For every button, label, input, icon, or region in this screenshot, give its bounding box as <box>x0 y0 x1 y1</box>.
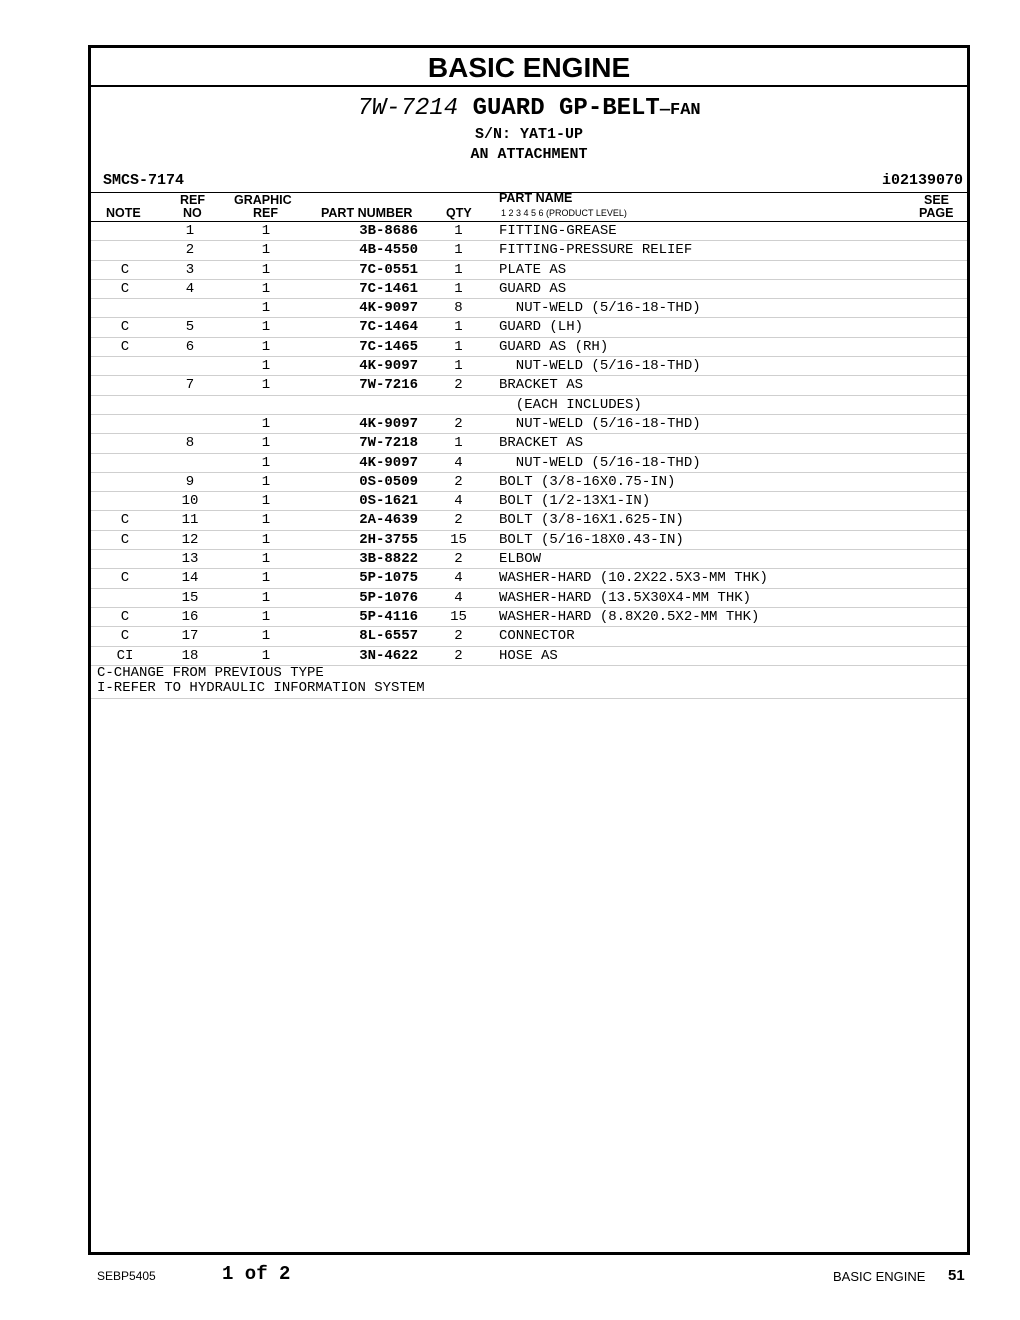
row-part-name: HOSE AS <box>499 647 558 664</box>
row-qty: 2 <box>454 647 463 664</box>
smcs-row <box>91 170 967 192</box>
table-row <box>91 280 967 299</box>
row-part-name: WASHER-HARD (8.8X20.5X2-MM THK) <box>499 608 760 625</box>
row-ref-no: 1 <box>185 223 195 239</box>
row-graphic-ref: 1 <box>261 608 271 625</box>
row-ref-no: 13 <box>181 551 199 568</box>
row-part-number: 7C-1464 <box>359 319 418 336</box>
parts-sheet <box>88 45 970 1255</box>
table-row <box>91 318 967 337</box>
row-ref-no: 15 <box>181 589 199 606</box>
column-header <box>91 192 967 222</box>
table-row <box>91 415 967 434</box>
table-row <box>91 396 967 415</box>
row-part-name: NUT-WELD (5/16-18-THD) <box>499 358 701 375</box>
row-part-number: 5P-1075 <box>359 570 418 587</box>
row-qty: 1 <box>454 280 463 297</box>
row-part-number: 0S-0509 <box>359 473 418 490</box>
note-line: I-REFER TO HYDRAULIC INFORMATION SYSTEM <box>97 679 425 696</box>
smcs-code: SMCS-7174 <box>103 172 185 189</box>
row-part-number: 4K-9097 <box>359 300 418 317</box>
row-part-name: NUT-WELD (5/16-18-THD) <box>499 415 701 432</box>
row-qty: 4 <box>454 454 463 471</box>
group-name-suffix: —FAN <box>659 101 701 120</box>
row-part-name: BOLT (3/8-16X1.625-IN) <box>499 512 684 529</box>
row-part-number: 4K-9097 <box>359 358 418 375</box>
row-part-number: 4K-9097 <box>359 415 418 432</box>
row-ref-no: 9 <box>185 473 195 490</box>
row-ref-no: 18 <box>181 647 199 664</box>
row-graphic-ref: 1 <box>261 415 271 432</box>
row-ref-no: 3 <box>185 261 195 278</box>
col-part-number: PART NUMBER <box>321 206 413 220</box>
row-qty: 4 <box>454 493 463 510</box>
table-row <box>91 222 967 241</box>
table-row <box>91 241 967 260</box>
row-ref-no: 14 <box>181 570 199 587</box>
row-part-number: 7C-1461 <box>359 280 418 297</box>
col-note: NOTE <box>106 206 141 220</box>
row-graphic-ref: 1 <box>261 589 271 606</box>
table-row <box>91 608 967 627</box>
row-note: C <box>120 531 130 548</box>
row-ref-no: 5 <box>185 319 195 336</box>
row-graphic-ref: 1 <box>261 647 271 664</box>
row-part-number: 5P-4116 <box>359 608 418 625</box>
row-graphic-ref: 1 <box>261 280 271 297</box>
row-part-name: BRACKET AS <box>499 377 584 394</box>
table-row <box>91 531 967 550</box>
row-ref-no: 11 <box>181 512 199 529</box>
row-ref-no: 8 <box>185 435 195 452</box>
row-graphic-ref: 1 <box>261 551 271 568</box>
col-see-top: SEE <box>924 193 950 207</box>
table-row <box>91 338 967 357</box>
row-qty: 1 <box>454 242 463 259</box>
table-row <box>91 589 967 608</box>
row-graphic-ref: 1 <box>261 223 271 239</box>
col-graphic-bottom: REF <box>253 206 278 220</box>
row-ref-no: 17 <box>181 628 199 645</box>
row-ref-no: 4 <box>185 280 195 297</box>
table-row <box>91 492 967 511</box>
row-note: C <box>120 319 130 336</box>
footer-page-number: 51 <box>948 1267 965 1284</box>
table-row <box>91 434 967 453</box>
row-part-number: 7W-7218 <box>359 435 418 452</box>
row-part-number: 4K-9097 <box>359 454 418 471</box>
table-row <box>91 473 967 492</box>
table-row <box>91 627 967 646</box>
row-note: C <box>120 628 130 645</box>
group-type: AN ATTACHMENT <box>470 146 588 163</box>
row-ref-no: 7 <box>185 377 195 394</box>
row-note: C <box>120 570 130 587</box>
row-part-name: NUT-WELD (5/16-18-THD) <box>499 454 701 471</box>
row-graphic-ref: 1 <box>261 628 271 645</box>
col-qty: QTY <box>446 206 472 220</box>
row-part-number: 5P-1076 <box>359 589 418 606</box>
table-row <box>91 376 967 395</box>
row-part-name: GUARD AS <box>499 280 567 297</box>
row-graphic-ref: 1 <box>261 512 271 529</box>
row-graphic-ref: 1 <box>261 338 271 355</box>
row-part-number: 3B-8822 <box>359 551 418 568</box>
row-graphic-ref: 1 <box>261 473 271 490</box>
row-qty: 4 <box>454 570 463 587</box>
page-footer <box>0 1262 1020 1292</box>
row-part-number: 8L-6557 <box>359 628 418 645</box>
row-qty: 1 <box>454 261 463 278</box>
row-qty: 15 <box>450 608 467 625</box>
group-part-number: 7W-7214 <box>357 95 459 122</box>
row-qty: 1 <box>454 435 463 452</box>
notes-block <box>91 666 967 699</box>
row-part-name: (EACH INCLUDES) <box>499 396 642 413</box>
row-graphic-ref: 1 <box>261 493 271 510</box>
row-qty: 1 <box>454 338 463 355</box>
row-qty: 1 <box>454 319 463 336</box>
row-part-name: FITTING-GREASE <box>499 223 617 239</box>
parts-table-body <box>91 222 967 666</box>
row-ref-no: 12 <box>181 531 199 548</box>
table-row <box>91 261 967 280</box>
footer-page-of: 1 of 2 <box>222 1263 291 1285</box>
row-graphic-ref: 1 <box>261 319 271 336</box>
row-ref-no: 16 <box>181 608 199 625</box>
row-graphic-ref: 1 <box>261 435 271 452</box>
row-part-name: BOLT (5/16-18X0.43-IN) <box>499 531 684 548</box>
row-part-name: WASHER-HARD (13.5X30X4-MM THK) <box>499 589 752 606</box>
table-row <box>91 569 967 588</box>
row-part-name: BOLT (3/8-16X0.75-IN) <box>499 473 676 490</box>
row-graphic-ref: 1 <box>261 300 271 317</box>
row-qty: 2 <box>454 377 463 394</box>
row-part-number: 7C-0551 <box>359 261 418 278</box>
row-qty: 15 <box>450 531 467 548</box>
row-qty: 2 <box>454 415 463 432</box>
row-part-number: 7W-7216 <box>359 377 418 394</box>
row-note: CI <box>116 647 134 664</box>
row-part-name: PLATE AS <box>499 261 567 278</box>
row-part-number: 7C-1465 <box>359 338 418 355</box>
row-qty: 2 <box>454 473 463 490</box>
doc-id: i02139070 <box>881 172 963 189</box>
row-part-number: 3N-4622 <box>359 647 418 664</box>
row-part-name: BRACKET AS <box>499 435 584 452</box>
row-qty: 8 <box>454 300 463 317</box>
row-graphic-ref: 1 <box>261 454 271 471</box>
footer-section: BASIC ENGINE <box>833 1269 926 1284</box>
row-part-name: GUARD AS (RH) <box>499 338 609 355</box>
row-note: C <box>120 512 130 529</box>
row-part-name: BOLT (1/2-13X1-IN) <box>499 493 651 510</box>
table-row <box>91 550 967 569</box>
row-part-name: FITTING-PRESSURE RELIEF <box>499 242 693 259</box>
row-ref-no: 6 <box>185 338 195 355</box>
row-qty: 1 <box>454 358 463 375</box>
table-row <box>91 454 967 473</box>
col-ref-bottom: NO <box>183 206 202 220</box>
row-part-number: 2H-3755 <box>359 531 418 548</box>
col-part-name: PART NAME <box>499 191 573 205</box>
col-see-bottom: PAGE <box>919 206 954 220</box>
row-qty: 2 <box>454 512 463 529</box>
row-note: C <box>120 608 130 625</box>
row-qty: 2 <box>454 628 463 645</box>
row-part-number: 4B-4550 <box>359 242 418 259</box>
row-ref-no: 2 <box>185 242 195 259</box>
row-note: C <box>120 261 130 278</box>
row-part-name: GUARD (LH) <box>499 319 584 336</box>
row-note: C <box>120 280 130 297</box>
row-ref-no: 10 <box>181 493 199 510</box>
section-title: BASIC ENGINE <box>91 48 967 87</box>
row-graphic-ref: 1 <box>261 377 271 394</box>
row-part-name: NUT-WELD (5/16-18-THD) <box>499 300 701 317</box>
row-note: C <box>120 338 130 355</box>
note-line: C-CHANGE FROM PREVIOUS TYPE <box>97 664 324 681</box>
group-name: GUARD GP-BELT <box>472 95 660 122</box>
row-part-number: 0S-1621 <box>359 493 418 510</box>
row-graphic-ref: 1 <box>261 261 271 278</box>
row-graphic-ref: 1 <box>261 242 271 259</box>
row-qty: 1 <box>454 223 463 239</box>
col-product-levels: 1 2 3 4 5 6 (PRODUCT LEVEL) <box>501 208 627 218</box>
serial-number: S/N: YAT1-UP <box>474 126 584 143</box>
row-qty: 4 <box>454 589 463 606</box>
row-part-name: ELBOW <box>499 551 542 568</box>
col-graphic-top: GRAPHIC <box>234 193 292 207</box>
col-ref-top: REF <box>180 193 205 207</box>
row-part-number: 3B-8686 <box>359 223 418 239</box>
footer-doc-number: SEBP5405 <box>97 1269 156 1283</box>
row-part-number: 2A-4639 <box>359 512 418 529</box>
table-row <box>91 647 967 666</box>
group-title <box>91 95 967 125</box>
row-graphic-ref: 1 <box>261 358 271 375</box>
row-part-name: WASHER-HARD (10.2X22.5X3-MM THK) <box>499 570 768 587</box>
row-qty: 2 <box>454 551 463 568</box>
row-graphic-ref: 1 <box>261 570 271 587</box>
table-row <box>91 299 967 318</box>
table-row <box>91 357 967 376</box>
row-graphic-ref: 1 <box>261 531 271 548</box>
table-row <box>91 511 967 530</box>
row-part-name: CONNECTOR <box>499 628 575 645</box>
